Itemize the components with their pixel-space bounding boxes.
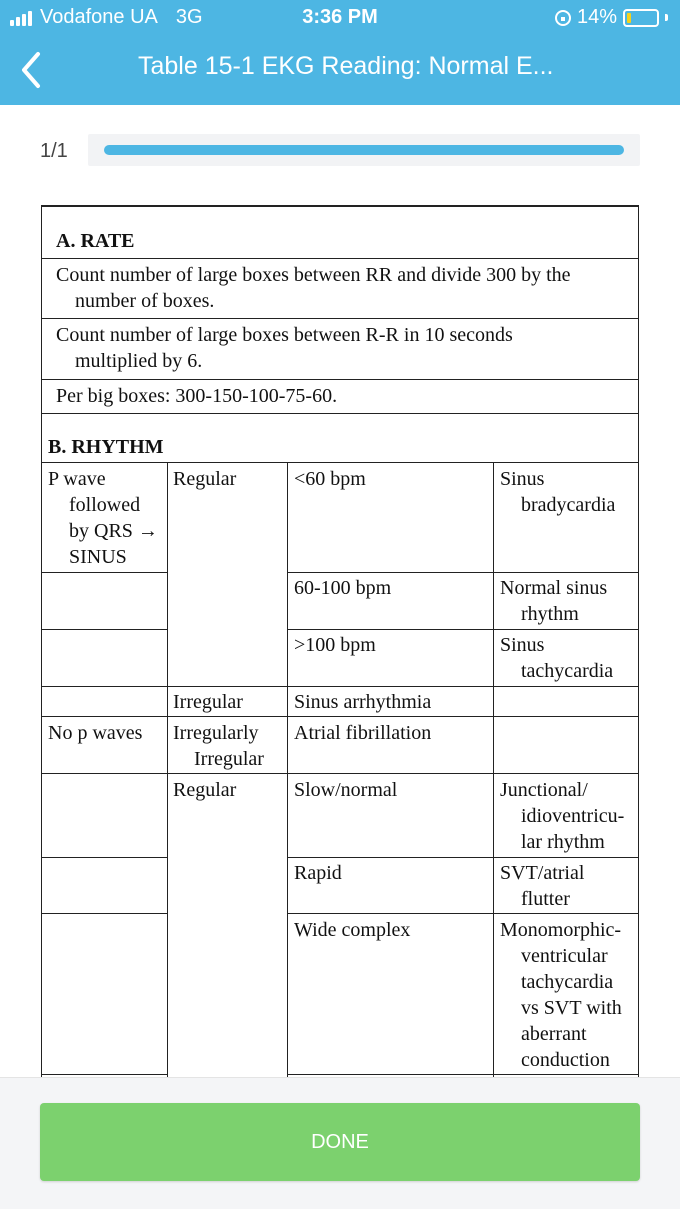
tachy-line-1: Sinus xyxy=(500,634,545,656)
mono-line-2: ventricular xyxy=(521,945,608,967)
junctional-line-1: Junctional/ xyxy=(500,779,588,801)
svt-line-2: flutter xyxy=(521,888,570,910)
mono-line-5: aberrant xyxy=(521,1023,587,1045)
rate-slow-normal: Slow/normal xyxy=(294,779,398,801)
page-counter: 1/1 xyxy=(40,140,68,162)
brady-line-1: Sinus xyxy=(500,468,545,490)
rate-method-1-line-2: number of boxes. xyxy=(75,290,215,312)
rate-rapid: Rapid xyxy=(294,862,342,884)
normal-sinus-line-2: rhythm xyxy=(521,603,579,625)
irregularly-line-2: Irregular xyxy=(194,748,264,770)
junctional-line-2: idioventricu- xyxy=(521,805,625,827)
rate-gt100: >100 bpm xyxy=(294,634,376,656)
p-wave-line-2: followed xyxy=(69,494,141,516)
rate-method-3: Per big boxes: 300-150-100-75-60. xyxy=(56,385,338,407)
junctional-line-3: lar rhythm xyxy=(521,831,605,853)
irregular: Irregular xyxy=(173,691,243,713)
page-title: Table 15-1 EKG Reading: Normal E... xyxy=(138,52,554,80)
progress-bar xyxy=(88,134,640,166)
atrial-fibrillation: Atrial fibrillation xyxy=(294,722,432,744)
wide-complex: Wide complex xyxy=(294,919,411,941)
status-bar xyxy=(0,0,680,36)
progress-fill xyxy=(104,145,624,155)
section-a-heading: A. RATE xyxy=(56,230,135,252)
mono-line-1: Monomorphic- xyxy=(500,919,622,941)
done-button[interactable]: DONE xyxy=(40,1103,640,1181)
battery-percent: 14% xyxy=(576,6,617,28)
regular-1: Regular xyxy=(173,468,237,490)
p-wave-line-1: P wave xyxy=(48,468,106,490)
rate-normal: 60-100 bpm xyxy=(294,577,392,599)
brady-line-2: bradycardia xyxy=(521,494,616,516)
no-p-waves: No p waves xyxy=(48,722,143,744)
svt-line-1: SVT/atrial xyxy=(500,862,585,884)
tachy-line-2: tachycardia xyxy=(521,660,614,682)
battery-icon xyxy=(623,9,659,27)
rate-method-1-line-1: Count number of large boxes between RR and divide 300 by the xyxy=(56,264,571,286)
normal-sinus-line-1: Normal sinus xyxy=(500,577,608,599)
rotation-lock-icon xyxy=(555,10,571,26)
p-wave-line-3: by QRS → xyxy=(69,520,158,542)
app-header xyxy=(0,0,680,105)
battery-indicator xyxy=(555,6,668,29)
mono-line-4: vs SVT with xyxy=(521,997,622,1019)
mono-line-3: tachycardia xyxy=(521,971,614,993)
carrier-name: Vodafone UA xyxy=(40,6,158,28)
chevron-left-icon xyxy=(16,50,46,90)
mono-line-6: conduction xyxy=(521,1049,610,1071)
regular-2: Regular xyxy=(173,779,237,801)
rate-method-2-line-2: multiplied by 6. xyxy=(75,350,203,372)
p-wave-line-4: SINUS xyxy=(69,546,127,568)
back-button[interactable] xyxy=(16,50,46,90)
rate-method-2-line-1: Count number of large boxes between R-R in 10 seconds xyxy=(56,324,513,346)
irregularly-line-1: Irregularly xyxy=(173,722,259,744)
section-b-heading: B. RHYTHM xyxy=(48,436,164,458)
status-time: 3:36 PM xyxy=(302,6,378,28)
network-type: 3G xyxy=(175,6,203,28)
sinus-arrhythmia: Sinus arrhythmia xyxy=(294,691,432,713)
rate-lt60: <60 bpm xyxy=(294,468,366,490)
